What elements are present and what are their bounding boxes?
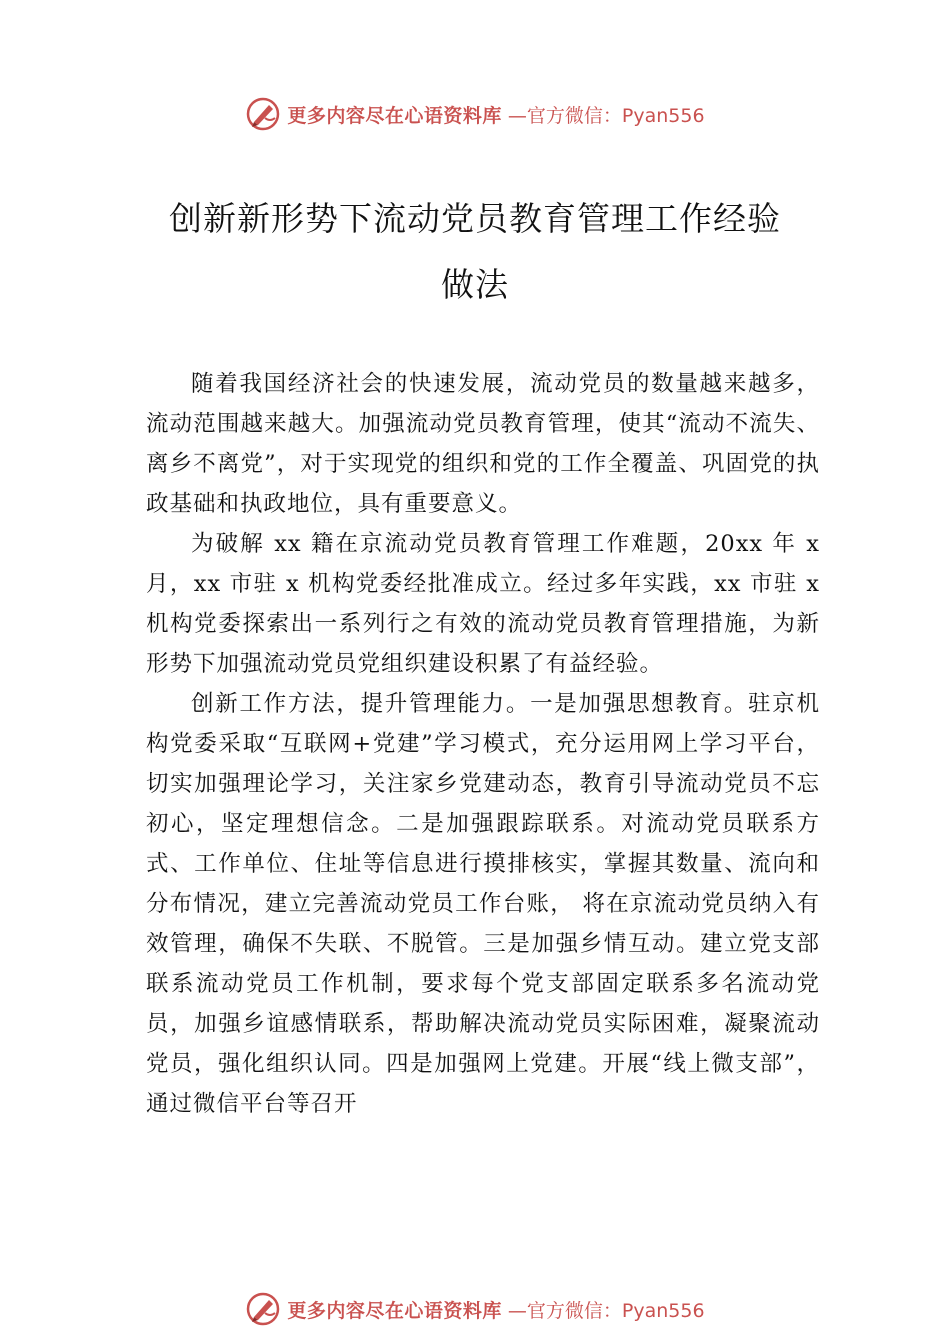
- document-title: [0, 186, 950, 318]
- document-body: [146, 364, 820, 1124]
- paragraph: 随着我国经济社会的快速发展，流动党员的数量越来越多，流动范围越来越大。加强流动党员教育管理，使其“流动不流失、离乡不离党”，对于实现党的组织和党的工作全覆盖、巩固党的执政基础和执政地位，具有重要意义。: [146, 371, 820, 517]
- pen-logo-icon: [245, 96, 281, 132]
- paragraph: 为破解 xx 籍在京流动党员教育管理工作难题，20xx 年 x 月，xx 市驻 x 机构党委经批准成立。经过多年实践，xx 市驻 x 机构党委探索出一系列行之有效的流动党员教育管理措施，为新形势下加强流动党员党组织建设积累了有益经验。: [146, 531, 820, 677]
- watermark-contact: —官方微信：Pyan556: [507, 104, 705, 127]
- watermark-text: 更多内容尽在心语资料库: [287, 104, 502, 127]
- pen-logo-icon: [245, 1291, 281, 1327]
- header-watermark: [0, 94, 950, 134]
- watermark-text: 更多内容尽在心语资料库: [287, 1299, 502, 1322]
- watermark-contact: —官方微信：Pyan556: [507, 1299, 705, 1322]
- footer-watermark: [0, 1289, 950, 1329]
- paragraph: 创新工作方法，提升管理能力。一是加强思想教育。驻京机构党委采取“互联网+党建”学习模式，充分运用网上学习平台，切实加强理论学习，关注家乡党建动态，教育引导流动党员不忘初心，坚定理想信念。二是加强跟踪联系。对流动党员联系方式、工作单位、住址等信息进行摸排核实，掌握其数量、流向和分布情况，建立完善流动党员工作台账， 将在京流动党员纳入有效管理，确保不失联、不脱管。三是加强乡情互动。建立党支部联系流动党员工作机制，要求每个党支部固定联系多名流动党员，加强乡谊感情联系，帮助解决流动党员实际困难，凝聚流动党员，强化组织认同。四是加强网上党建。开展“线上微支部”，通过微信平台等召开: [146, 691, 820, 1117]
- title-line-2: 做法: [441, 265, 509, 304]
- title-line-1: 创新新形势下流动党员教育管理工作经验: [169, 199, 781, 238]
